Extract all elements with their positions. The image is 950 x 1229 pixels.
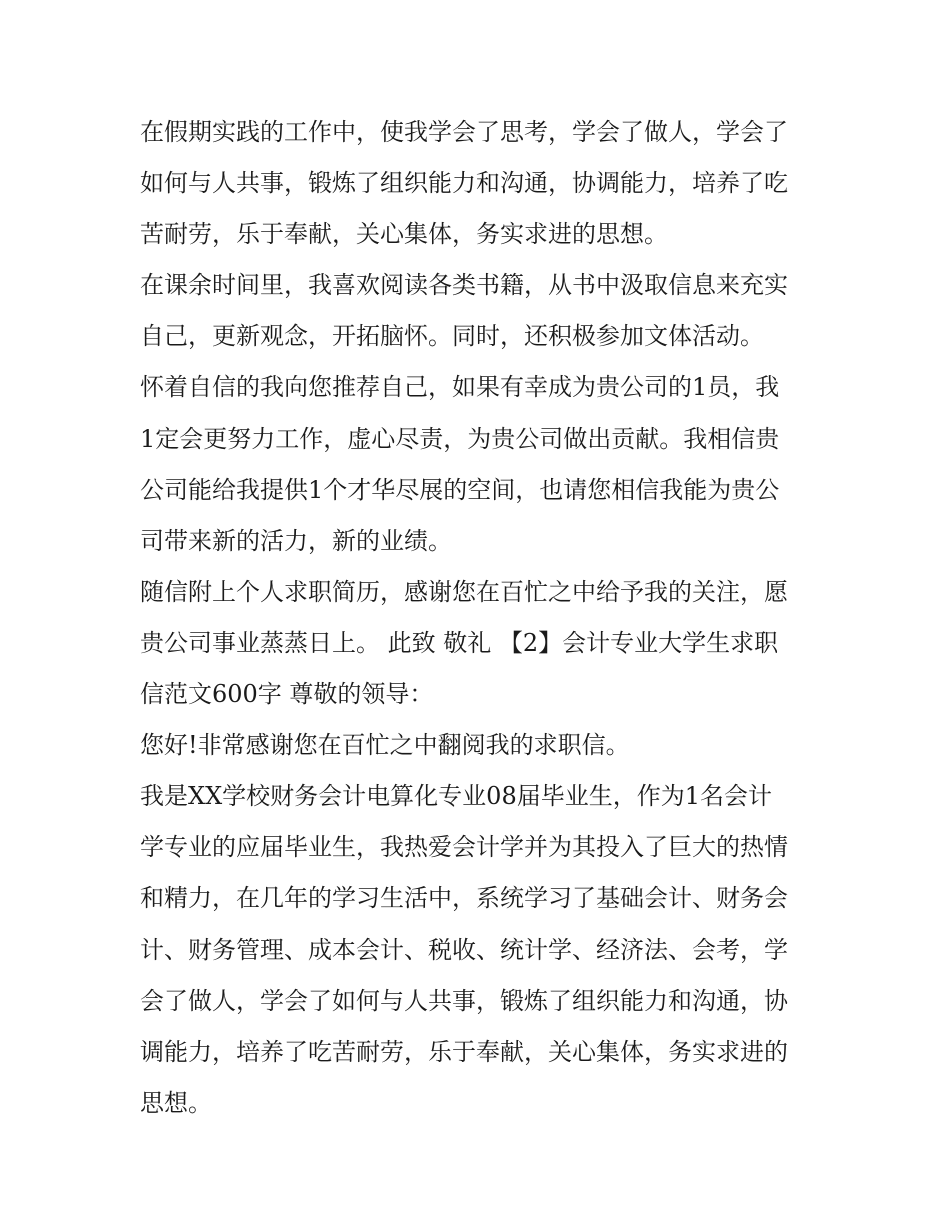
text-line-18: 会了做人，学会了如何与人共事，锻炼了组织能力和沟通，协 (140, 986, 788, 1015)
text-line-8: 公司能给我提供1个才华尽展的空间，也请您相信我能为贵公 (140, 475, 780, 504)
text-line-17: 计、财务管理、成本会计、税收、统计学、经济法、会考，学 (140, 935, 788, 964)
document-body (140, 107, 815, 1129)
text-line-15: 学专业的应届毕业生，我热爱会计学并为其投入了巨大的热情 (140, 833, 788, 862)
text-line-2: 如何与人共事，锻炼了组织能力和沟通，协调能力，培养了吃 (140, 169, 788, 198)
text-line-10: 随信附上个人求职简历，感谢您在百忙之中给予我的关注，愿 (140, 577, 788, 606)
text-line-14: 我是XX学校财务会计电算化专业08届毕业生，作为1名会计 (140, 782, 772, 811)
text-line-4: 在课余时间里，我喜欢阅读各类书籍，从书中汲取信息来充实 (140, 271, 788, 300)
text-line-5: 自己，更新观念，开拓脑怀。同时，还积极参加文体活动。 (140, 322, 764, 351)
text-line-7: 1定会更努力工作，虚心尽责，为贵公司做出贡献。我相信贵 (140, 424, 780, 453)
text-line-3: 苦耐劳，乐于奉献，关心集体，务实求进的思想。 (140, 220, 668, 249)
text-line-1: 在假期实践的工作中，使我学会了思考，学会了做人，学会了 (140, 118, 788, 146)
text-line-9: 司带来新的活力，新的业绩。 (140, 526, 452, 555)
text-line-6: 怀着自信的我向您推荐自己，如果有幸成为贵公司的1员，我 (140, 373, 780, 402)
text-line-13: 您好!非常感谢您在百忙之中翻阅我的求职信。 (140, 731, 630, 760)
text-line-20: 思想。 (140, 1088, 212, 1117)
text-line-12: 信范文600字 尊敬的领导： (140, 680, 434, 709)
text-line-19: 调能力，培养了吃苦耐劳，乐于奉献，关心集体，务实求进的 (140, 1037, 788, 1066)
text-line-11: 贵公司事业蒸蒸日上。 此致 敬礼 【2】会计专业大学生求职 (140, 628, 779, 657)
text-line-16: 和精力，在几年的学习生活中，系统学习了基础会计、财务会 (140, 884, 788, 913)
